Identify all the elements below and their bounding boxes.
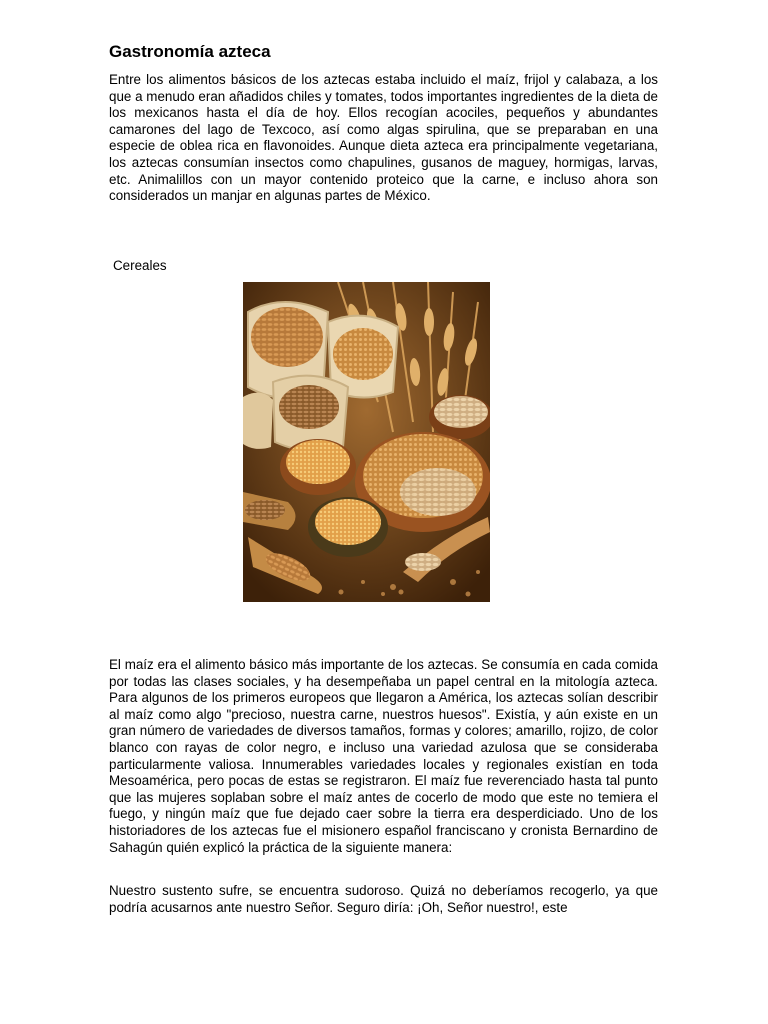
cereal-grains-illustration [243,282,490,602]
maize-paragraph: El maíz era el alimento básico más importante de los aztecas. Se consumía en cada comida por todas las clases sociales, y ha desempeñaba un papel central en la mitología azteca. Para algunos de los primeros europeos que llegaron a América, los aztecas solían describir al maíz como algo "precioso, nuestra carne, nuestros huesos". Existía, y aún existe en un gran número de variedades de diversos tamaños, formas y colores; amarillo, rojizo, de color blanco con rayas de color negro, e incluso una variedad azulosa que se consideraba particularmente valiosa. Innumerables variedades locales y regionales existían en toda Mesoamérica, pero pocas de estas se registraron. El maíz fue reverenciado hasta tal punto que las mujeres soplaban sobre el maíz antes de cocerlo de modo que este no temiera el fuego, y ningún maíz que fue dejado caer sobre la tierra era desperdiciado. Uno de los historiadores de los aztecas fue el misionero español franciscano y cronista Bernardino de Sahagún quién explicó la práctica de la siguiente manera: [109,657,658,855]
cereal-grains-image [243,282,490,602]
quote-paragraph: Nuestro sustento sufre, se encuentra sudoroso. Quizá no deberíamos recogerlo, ya que podría acusarnos ante nuestro Señor. Seguro diría: ¡Oh, Señor nuestro!, este [109,883,658,915]
intro-paragraph: Entre los alimentos básicos de los aztecas estaba incluido el maíz, frijol y calabaza, a los que a menudo eran añadidos chiles y tomates, todos importantes ingredientes de la dieta de los mexicanos hasta el día de hoy. Ellos recogían acociles, pequeños y abundantes camarones del lago de Texcoco, así como algas spirulina, que se preparaban en una especie de oblea rica en flavonoides. Aunque dieta azteca era principalmente vegetariana, los aztecas consumían insectos como chapulines, gusanos de maguey, hormigas, larvas, etc. Animalillos con un mayor contenido proteico que la carne, e incluso ahora son considerados un manjar en algunas partes de México. [109,72,658,204]
section-label-cereales: Cereales [113,258,167,273]
page-title: Gastronomía azteca [109,42,271,61]
